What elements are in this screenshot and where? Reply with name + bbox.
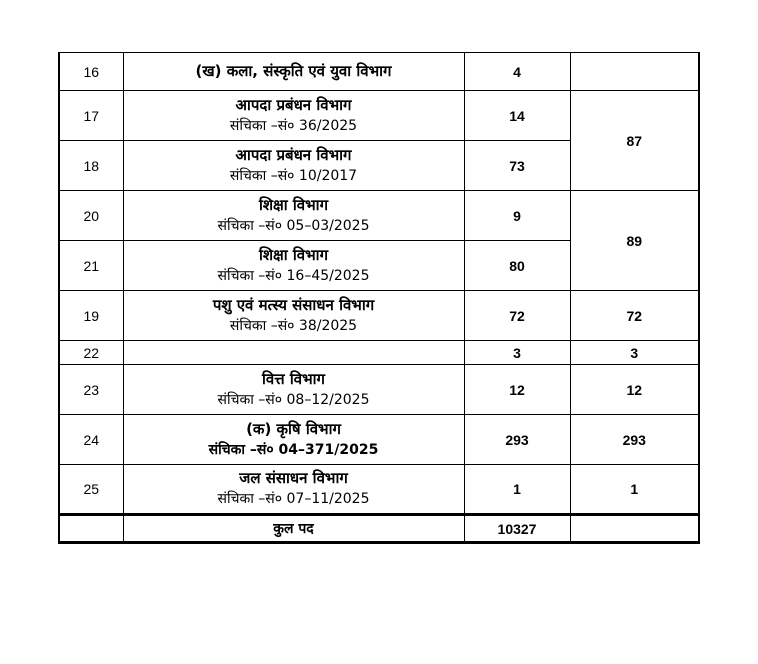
serial-number: 18 xyxy=(59,141,123,191)
serial-number: 16 xyxy=(59,53,123,91)
serial-number: 19 xyxy=(59,291,123,341)
department-name: पशु एवं मत्स्य संसाधन विभाग xyxy=(212,295,375,314)
table-row xyxy=(59,191,699,241)
post-count: 9 xyxy=(464,191,570,241)
serial-number: 24 xyxy=(59,415,123,465)
file-number: संचिका –सं० 38/2025 xyxy=(229,317,358,334)
serial-number: 25 xyxy=(59,465,123,515)
post-count: 72 xyxy=(464,291,570,341)
department-cell xyxy=(123,141,464,191)
group-total: 12 xyxy=(570,365,699,415)
file-number: संचिका –सं० 10/2017 xyxy=(229,167,358,184)
department-name: (क) कृषि विभाग xyxy=(246,419,341,438)
file-number: संचिका –सं० 08–12/2025 xyxy=(217,391,370,408)
department-name: आपदा प्रबंधन विभाग xyxy=(235,95,352,114)
department-cell xyxy=(123,241,464,291)
post-count: 4 xyxy=(464,53,570,91)
total-empty-cell xyxy=(570,515,699,543)
serial-number: 21 xyxy=(59,241,123,291)
post-count: 3 xyxy=(464,341,570,365)
department-cell xyxy=(123,465,464,515)
department-name: शिक्षा विभाग xyxy=(258,195,329,214)
post-count: 73 xyxy=(464,141,570,191)
post-count: 12 xyxy=(464,365,570,415)
serial-number: 23 xyxy=(59,365,123,415)
table-row xyxy=(59,365,699,415)
posts-table xyxy=(58,52,700,544)
group-total: 1 xyxy=(570,465,699,515)
post-count: 1 xyxy=(464,465,570,515)
department-name: आपदा प्रबंधन विभाग xyxy=(235,145,352,164)
department-name: (ख) कला, संस्कृति एवं युवा विभाग xyxy=(195,62,392,80)
department-name: शिक्षा विभाग xyxy=(258,245,329,264)
department-cell xyxy=(123,53,464,91)
group-total: 87 xyxy=(570,91,699,191)
table-row xyxy=(59,465,699,515)
file-number: संचिका –सं० 36/2025 xyxy=(229,117,358,134)
file-number: संचिका –सं० 16–45/2025 xyxy=(217,267,370,284)
post-count: 14 xyxy=(464,91,570,141)
post-count: 80 xyxy=(464,241,570,291)
serial-number: 22 xyxy=(59,341,123,365)
department-cell xyxy=(123,365,464,415)
department-cell xyxy=(123,291,464,341)
file-number: संचिका –सं० 04–371/2025 xyxy=(208,441,379,458)
group-total-empty xyxy=(570,53,699,91)
group-total: 72 xyxy=(570,291,699,341)
serial-number: 20 xyxy=(59,191,123,241)
group-total: 3 xyxy=(570,341,699,365)
table-row xyxy=(59,341,699,365)
total-label: कुल पद xyxy=(123,515,464,543)
table-row xyxy=(59,415,699,465)
department-cell xyxy=(123,91,464,141)
total-empty-cell xyxy=(59,515,123,543)
table-row xyxy=(59,91,699,141)
total-value: 10327 xyxy=(464,515,570,543)
post-count: 293 xyxy=(464,415,570,465)
table-row xyxy=(59,53,699,91)
department-cell xyxy=(123,341,464,365)
total-row xyxy=(59,515,699,543)
file-number: संचिका –सं० 05–03/2025 xyxy=(217,217,370,234)
group-total: 293 xyxy=(570,415,699,465)
department-cell xyxy=(123,191,464,241)
file-number: संचिका –सं० 07–11/2025 xyxy=(217,491,370,507)
department-name: वित्त विभाग xyxy=(262,369,325,388)
department-name: जल संसाधन विभाग xyxy=(239,469,348,487)
table-row xyxy=(59,291,699,341)
department-cell xyxy=(123,415,464,465)
serial-number: 17 xyxy=(59,91,123,141)
group-total: 89 xyxy=(570,191,699,291)
